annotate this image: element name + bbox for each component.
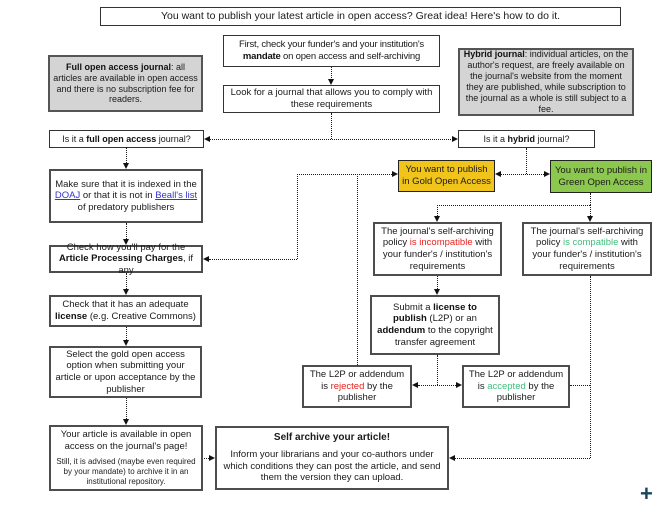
connector-line (126, 147, 127, 163)
title-text: You want to publish your latest article in open access? Great idea! Here's how to do it. (160, 10, 561, 23)
status-positive: is compatible (562, 237, 619, 249)
text-segment: with your funder's / institution's requirements (532, 237, 642, 272)
node-apc-payment (49, 241, 203, 276)
bold-text: Article Processing Charges (58, 253, 184, 265)
connector-line (126, 398, 127, 419)
node-select-gold-option (49, 346, 202, 398)
connector-line (207, 139, 453, 140)
text-segment: Look for a journal that allows you to comply with these requirements (230, 87, 433, 110)
text-segment: (L2P) or an (426, 313, 477, 325)
self-archive-heading: Self archive your article! (273, 432, 391, 444)
text-segment: Your article is available in open access on the journal's page! (60, 429, 192, 452)
zoom-in-button[interactable]: + (640, 481, 653, 506)
connector-line (590, 193, 591, 205)
arrowhead-icon (123, 289, 129, 295)
connector-line (209, 259, 297, 260)
bold-text: addendum (377, 325, 426, 336)
text-segment: of predatory publishers (77, 201, 175, 213)
arrowhead-icon (203, 256, 209, 262)
connector-line (331, 113, 332, 139)
arrowhead-icon (452, 136, 458, 142)
node-green-open-access (550, 160, 652, 193)
bold-text: hybrid (507, 133, 535, 144)
text-segment: : all articles are available in open access and there is no subscription fee for readers. (53, 61, 198, 105)
node-doaj-check (49, 169, 203, 223)
connector-line (526, 148, 527, 174)
text-segment: The journal's self-archiving policy (530, 225, 644, 249)
text-segment: Is it a (62, 133, 87, 144)
text-segment: You want to publish in Gold Open Access (402, 164, 491, 187)
note-text: Still, it is advised (maybe even required by your mandate) to archive it in an institutional repository. (56, 456, 196, 486)
text-segment: by the publisher (496, 380, 555, 404)
node-first-check-mandate (223, 35, 440, 67)
arrowhead-icon (123, 419, 129, 425)
connector-line (455, 458, 590, 459)
arrowhead-icon (544, 171, 550, 177)
connector-line (418, 385, 456, 386)
text-segment: The L2P or addendum is (468, 369, 564, 392)
connector-line (357, 174, 358, 365)
arrowhead-icon (392, 171, 398, 177)
node-article-available (49, 425, 203, 491)
text-segment: You want to publish in Green Open Access (554, 164, 648, 188)
arrowhead-icon (495, 171, 501, 177)
arrowhead-icon (449, 455, 455, 461)
arrowhead-icon (434, 216, 440, 222)
arrowhead-icon (204, 136, 210, 142)
arrowhead-icon (123, 163, 129, 169)
text-segment: to the copyright transfer agreement (394, 325, 493, 348)
connector-line (126, 223, 127, 239)
node-self-archive (215, 426, 449, 490)
status-negative: is incompatible (409, 237, 473, 249)
bold-text: mandate (242, 51, 281, 62)
node-policy-incompatible (373, 222, 502, 276)
node-policy-compatible (522, 222, 652, 276)
bold-text: Hybrid journal (463, 49, 525, 60)
text-segment: (e.g. Creative Commons) (87, 311, 196, 322)
connector-line (437, 355, 438, 385)
node-l2p-accepted (462, 365, 570, 408)
text-segment: Select the gold open access option when submitting your article or upon acceptance by the publisher (55, 348, 196, 395)
text-segment: , if any (118, 253, 194, 276)
connector-line (501, 174, 544, 175)
status-positive: accepted (487, 380, 526, 392)
text-segment: Is it a (483, 133, 508, 144)
link-bealls-list[interactable]: Beall's list (155, 190, 198, 202)
connector-line (437, 205, 438, 216)
question-full-open-access (49, 130, 204, 148)
text-segment: on open access and self-archiving (280, 51, 421, 62)
arrowhead-icon (123, 340, 129, 346)
definition-full-open-access (48, 55, 203, 112)
text-segment: : individual articles, on the author's request, are freely available on the journal's website from the moment they are published, while subscription to the journal as a whole is still subject to a fee. (465, 49, 629, 114)
bold-text: full open access (86, 133, 157, 144)
status-negative: rejected (330, 380, 365, 392)
arrowhead-icon (328, 79, 334, 85)
text-segment: Check that it has an adequate (62, 299, 189, 311)
node-submit-l2p (370, 295, 500, 355)
connector-line (297, 174, 298, 259)
link-doaj[interactable]: DOAJ (54, 190, 81, 202)
question-hybrid (458, 130, 595, 148)
bold-text: license (55, 311, 88, 322)
text-segment: The journal's self-archiving policy (381, 225, 494, 249)
connector-line (590, 205, 591, 216)
text-segment: or that it is not in (80, 190, 156, 202)
arrowhead-icon (456, 382, 462, 388)
connector-line (126, 273, 127, 289)
text-segment: with your funder's / institution's requirements (382, 237, 493, 272)
connector-line (297, 174, 392, 175)
text-segment: Submit a (393, 301, 434, 313)
connector-line (126, 327, 127, 340)
arrowhead-icon (412, 382, 418, 388)
bold-text: Full open access journal (65, 61, 171, 72)
text-segment: Make sure that it is indexed in the (55, 178, 197, 190)
title-banner (100, 7, 621, 26)
text-segment: First, check your funder's and your institution's (239, 39, 424, 51)
arrowhead-icon (434, 289, 440, 295)
text-segment: Check how you'll pay for the (66, 241, 186, 253)
connector-line (437, 276, 438, 289)
connector-line (437, 205, 590, 206)
node-gold-open-access (398, 160, 495, 192)
text-segment: journal? (156, 133, 191, 144)
text-segment: journal? (535, 133, 570, 144)
arrowhead-icon (209, 455, 215, 461)
node-l2p-rejected (302, 365, 412, 408)
node-license-check (49, 295, 202, 327)
arrowhead-icon (587, 216, 593, 222)
text-segment: The L2P or addendum is (309, 369, 405, 392)
arrowhead-icon (123, 239, 129, 245)
connector-line (590, 276, 591, 458)
definition-hybrid-journal (458, 48, 634, 116)
text-segment: Inform your librarians and your co-authors under which conditions they can post the article, and send them the version they can upload. (223, 449, 441, 484)
node-look-for-journal (223, 85, 440, 113)
connector-line (570, 385, 590, 386)
bold-text: license to publish (393, 301, 477, 325)
text-segment: by the publisher (337, 380, 393, 404)
